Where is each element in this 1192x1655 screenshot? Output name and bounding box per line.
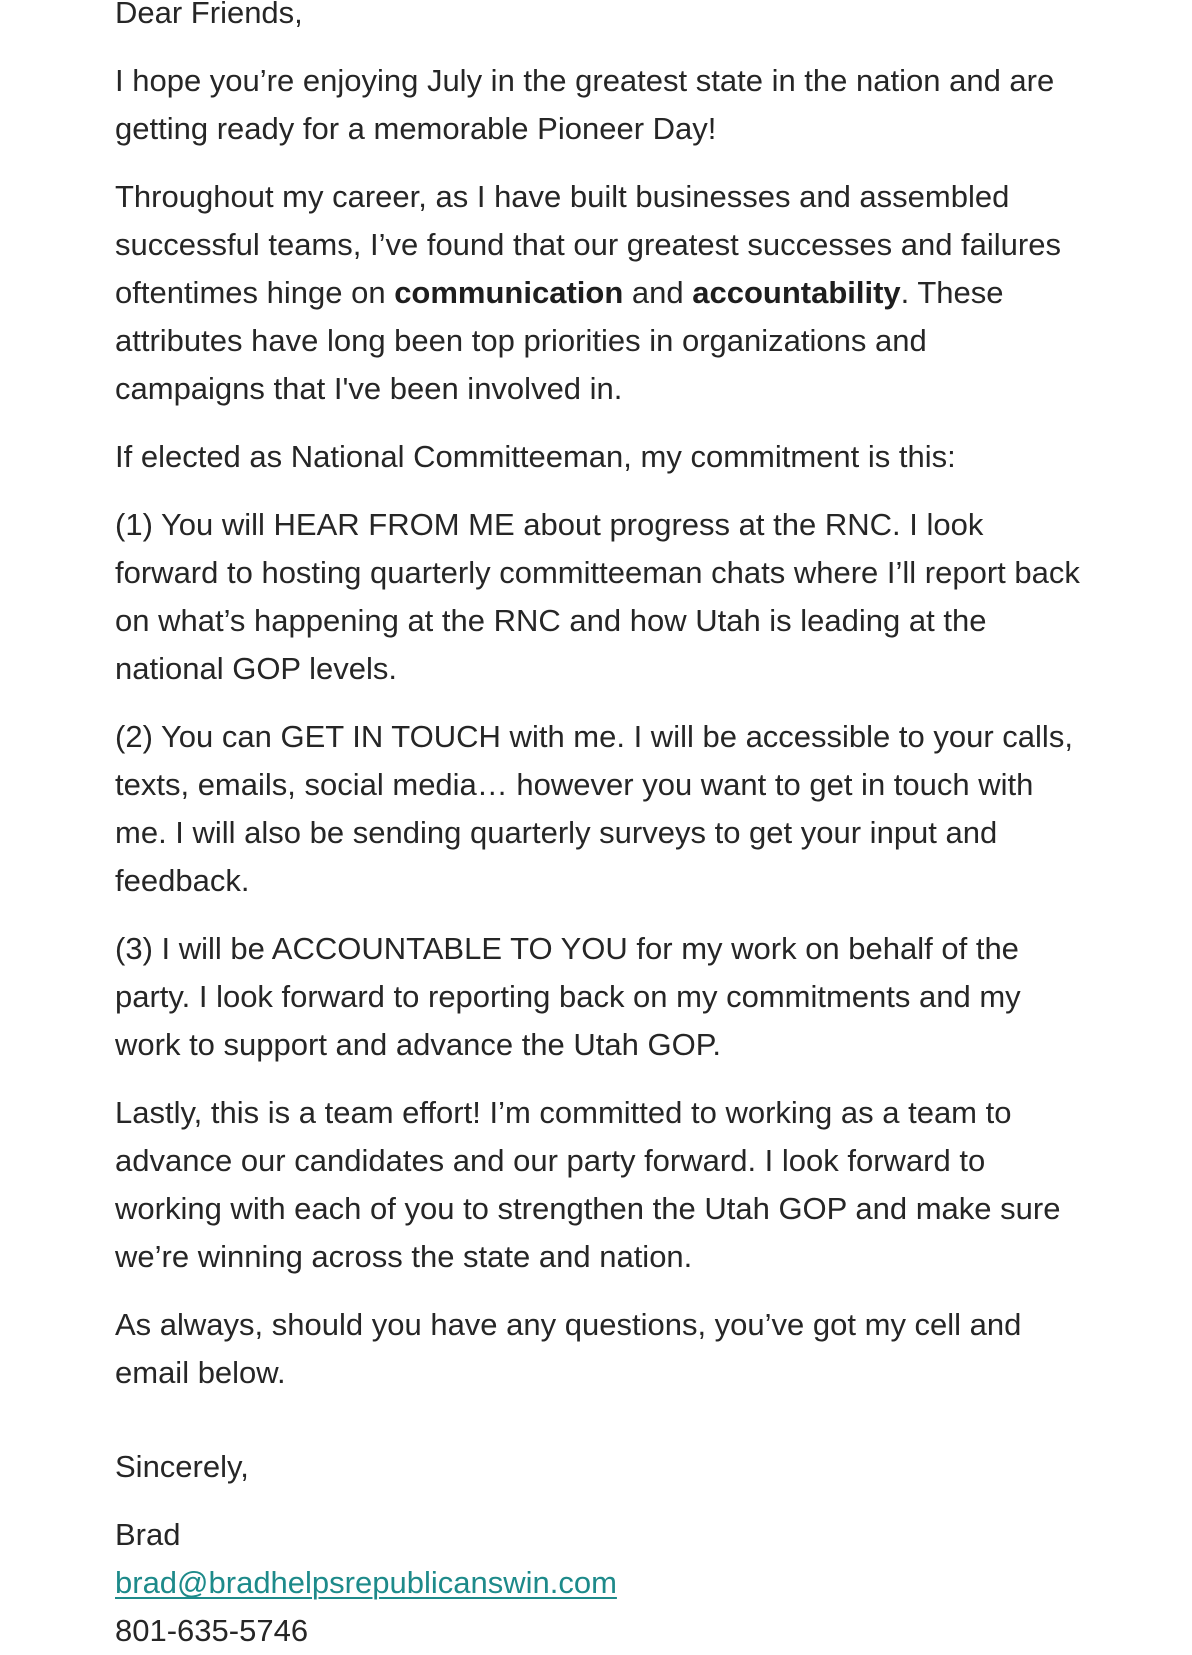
career-paragraph <box>115 173 1085 413</box>
letter-body <box>115 0 1085 1655</box>
communication-emphasis: communication <box>394 275 624 310</box>
accountability-emphasis: accountability <box>692 275 901 310</box>
team-paragraph: Lastly, this is a team effort! I’m committed to working as a team to advance our candidates and our party forward. I look forward to working with each of you to strengthen the Utah GOP and make sure we’re winning across the state and nation. <box>115 1095 1061 1274</box>
email-link[interactable]: brad@bradhelpsrepublicanswin.com <box>115 1565 617 1600</box>
career-text-2: and <box>623 275 693 310</box>
commitment-2: (2) You can GET IN TOUCH with me. I will be accessible to your calls, texts, emails, social media… however you want to get in touch with me. I will also be sending quarterly surveys to get your input and feedback. <box>115 719 1073 898</box>
commitment-intro: If elected as National Committeeman, my commitment is this: <box>115 439 956 474</box>
career-text-1: Throughout my career, as I have built businesses and assembled successful teams, I’ve found that our greatest successes and failures oftentimes hinge on <box>115 179 1061 310</box>
intro-paragraph: I hope you’re enjoying July in the greatest state in the nation and are getting ready for a memorable Pioneer Day! <box>115 63 1055 146</box>
commitment-3: (3) I will be ACCOUNTABLE TO YOU for my work on behalf of the party. I look forward to reporting back on my commitments and my work to support and advance the Utah GOP. <box>115 931 1021 1062</box>
signature-phone: 801-635-5746 <box>115 1613 309 1648</box>
career-text-3: . These attributes have long been top priorities in organizations and campaigns that I've been involved in. <box>115 275 1004 406</box>
closing: Sincerely, <box>115 1449 249 1484</box>
signature-name: Brad <box>115 1517 181 1552</box>
greeting: Dear Friends, <box>115 0 303 30</box>
commitment-1: (1) You will HEAR FROM ME about progress at the RNC. I look forward to hosting quarterly committeeman chats where I’ll report back on what’s happening at the RNC and how Utah is leading at the national GOP levels. <box>115 507 1080 686</box>
signature-email-line <box>115 1559 1085 1607</box>
questions-paragraph: As always, should you have any questions, you’ve got my cell and email below. <box>115 1307 1022 1390</box>
